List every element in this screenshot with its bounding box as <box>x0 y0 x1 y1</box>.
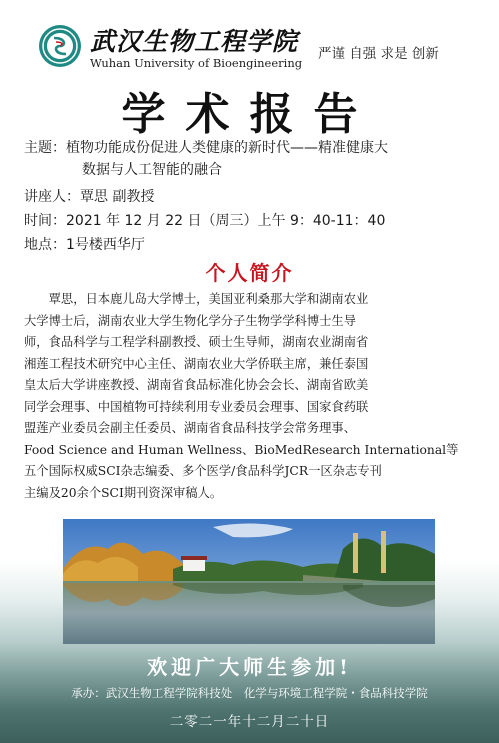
topic-line-2: 数据与人工智能的融合 <box>82 162 222 178</box>
bio-heading: 个人简介 <box>205 261 294 285</box>
bio-line: 师，食品科学与工程学科副教授、硕士生导师，湖南农业湖南省 <box>24 335 369 349</box>
bio-line: 同学会理事、中国植物可持续利用专业委员会理事、国家食药联 <box>24 399 369 414</box>
bio-line: 皇太后大学讲座教授、湖南省食品标准化协会会长、湖南省欧美 <box>24 378 369 392</box>
topic-line-1: 主题：植物功能成份促进人类健康的新时代——精准健康大 <box>24 140 388 156</box>
bio-line: 大学博士后，湖南农业大学生物化学分子生物学学科博士生导 <box>24 313 357 328</box>
campus-lake-photo <box>63 519 435 644</box>
bio-line: 覃思，日本鹿儿岛大学博士，美国亚利桑那大学和湖南农业 <box>24 292 369 306</box>
bio-line: 湘莲工程技术研究中心主任、湖南农业大学侨联主席，兼任泰国 <box>24 356 369 371</box>
event-time: 时间：2021 年 12 月 22 日（周三）上午 9：40-11：40 <box>24 213 386 229</box>
university-seal-icon <box>38 24 82 68</box>
organizer: 承办：武汉生物工程学院科技处 化学与环境工程学院・食品科技学院 <box>71 686 428 700</box>
event-place: 地点：1号楼西华厅 <box>24 237 145 253</box>
bio-text <box>24 289 478 504</box>
welcome-message: 欢迎广大师生参加! <box>147 655 352 679</box>
university-name-cn: 武汉生物工程学院 <box>90 27 299 56</box>
bio-line: 盟莲产业委员会副主任委员、湖南省食品科技学会常务理事、 <box>24 421 357 435</box>
bio-line: 主编及20余个SCI期刊资深审稿人。 <box>24 485 223 500</box>
bio-line: Food Science and Human Wellness、BioMedResearch International等 <box>24 442 459 457</box>
issue-date: 二零二一年十二月二十日 <box>169 714 330 730</box>
bio-line: 五个国际权威SCI杂志编委、多个医学/食品科学JCR一区杂志专刊 <box>24 464 382 478</box>
poster-title: 学术报告 <box>121 89 378 140</box>
speaker: 讲座人：覃思 副教授 <box>24 189 155 205</box>
motto: 严谨 自强 求是 创新 <box>318 46 439 62</box>
university-name-en: Wuhan University of Bioengineering <box>90 56 303 70</box>
